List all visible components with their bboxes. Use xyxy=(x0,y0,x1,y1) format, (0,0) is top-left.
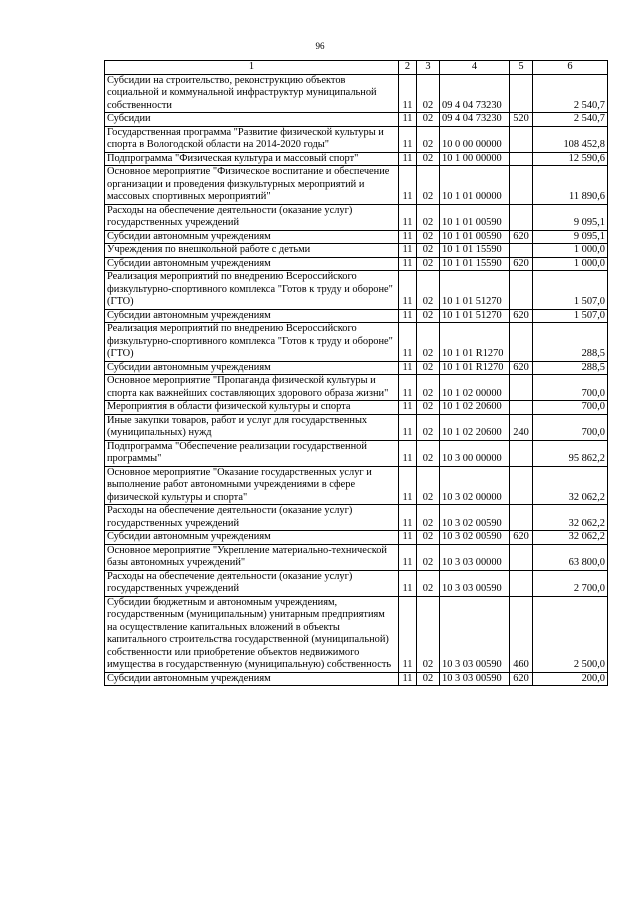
row-subsection-code: 02 xyxy=(417,375,440,401)
row-name: Основное мероприятие "Укрепление материально-технической базы автономных учреждений" xyxy=(105,544,399,570)
row-amount: 9 095,1 xyxy=(533,204,608,230)
row-section-code: 11 xyxy=(399,74,417,113)
row-subsection-code: 02 xyxy=(417,271,440,310)
row-expense-type-code xyxy=(510,244,533,258)
row-amount: 9 095,1 xyxy=(533,230,608,244)
table-row xyxy=(105,152,608,166)
row-subsection-code: 02 xyxy=(417,257,440,271)
row-name: Субсидии бюджетным и автономным учреждениям, государственным (муниципальным) унитарным предприятиям на осуществление капитальных вложений в объекты капитального строительства государственной (муниципальной) собственности или приобретение объектов недвижимого имущества в государственную (муниципальную) собственность xyxy=(105,596,399,672)
row-name: Учреждения по внешкольной работе с детьми xyxy=(105,244,399,258)
row-amount: 1 507,0 xyxy=(533,271,608,310)
row-section-code: 11 xyxy=(399,166,417,205)
row-amount: 288,5 xyxy=(533,323,608,362)
row-expense-type-code xyxy=(510,440,533,466)
row-expense-type-code: 620 xyxy=(510,309,533,323)
row-target-article-code: 10 3 00 00000 xyxy=(440,440,510,466)
row-name: Основное мероприятие "Физическое воспитание и обеспечение организации и проведения физкультурных мероприятий и массовых спортивных мероприятий" xyxy=(105,166,399,205)
row-amount: 32 062,2 xyxy=(533,505,608,531)
budget-table xyxy=(104,60,608,686)
row-amount: 200,0 xyxy=(533,672,608,686)
row-expense-type-code: 240 xyxy=(510,414,533,440)
row-name: Расходы на обеспечение деятельности (оказание услуг) государственных учреждений xyxy=(105,204,399,230)
row-target-article-code: 09 4 04 73230 xyxy=(440,113,510,127)
table-row xyxy=(105,672,608,686)
row-section-code: 11 xyxy=(399,440,417,466)
row-target-article-code: 10 3 03 00590 xyxy=(440,570,510,596)
table-row xyxy=(105,271,608,310)
row-subsection-code: 02 xyxy=(417,126,440,152)
row-target-article-code: 10 1 01 00590 xyxy=(440,230,510,244)
row-target-article-code: 10 1 01 51270 xyxy=(440,271,510,310)
row-target-article-code: 09 4 04 73230 xyxy=(440,74,510,113)
row-expense-type-code xyxy=(510,166,533,205)
table-row xyxy=(105,414,608,440)
row-expense-type-code: 620 xyxy=(510,230,533,244)
row-expense-type-code: 620 xyxy=(510,672,533,686)
row-subsection-code: 02 xyxy=(417,440,440,466)
row-section-code: 11 xyxy=(399,401,417,415)
table-row xyxy=(105,74,608,113)
row-subsection-code: 02 xyxy=(417,74,440,113)
row-amount: 288,5 xyxy=(533,361,608,375)
row-section-code: 11 xyxy=(399,505,417,531)
row-subsection-code: 02 xyxy=(417,505,440,531)
row-amount: 32 062,2 xyxy=(533,531,608,545)
row-target-article-code: 10 1 01 51270 xyxy=(440,309,510,323)
row-name: Субсидии на строительство, реконструкцию объектов социальной и коммунальной инфраструктур муниципальной собственности xyxy=(105,74,399,113)
row-amount: 1 000,0 xyxy=(533,257,608,271)
row-expense-type-code xyxy=(510,74,533,113)
row-subsection-code: 02 xyxy=(417,596,440,672)
row-amount: 12 590,6 xyxy=(533,152,608,166)
row-name: Субсидии автономным учреждениям xyxy=(105,672,399,686)
row-amount: 1 000,0 xyxy=(533,244,608,258)
row-subsection-code: 02 xyxy=(417,323,440,362)
row-name: Субсидии автономным учреждениям xyxy=(105,309,399,323)
row-section-code: 11 xyxy=(399,271,417,310)
row-target-article-code: 10 3 02 00000 xyxy=(440,466,510,505)
row-subsection-code: 02 xyxy=(417,166,440,205)
table-row xyxy=(105,204,608,230)
row-expense-type-code xyxy=(510,544,533,570)
row-expense-type-code xyxy=(510,152,533,166)
row-expense-type-code xyxy=(510,271,533,310)
row-name: Расходы на обеспечение деятельности (оказание услуг) государственных учреждений xyxy=(105,570,399,596)
row-name: Государственная программа "Развитие физической культуры и спорта в Вологодской области на 2014-2020 годы" xyxy=(105,126,399,152)
column-header-6: 6 xyxy=(533,61,608,75)
row-expense-type-code xyxy=(510,323,533,362)
row-section-code: 11 xyxy=(399,531,417,545)
row-amount: 63 800,0 xyxy=(533,544,608,570)
row-subsection-code: 02 xyxy=(417,414,440,440)
row-target-article-code: 10 1 00 00000 xyxy=(440,152,510,166)
row-expense-type-code: 620 xyxy=(510,361,533,375)
row-name: Подпрограмма "Обеспечение реализации государственной программы" xyxy=(105,440,399,466)
row-name: Мероприятия в области физической культуры и спорта xyxy=(105,401,399,415)
row-name: Подпрограмма "Физическая культура и массовый спорт" xyxy=(105,152,399,166)
row-section-code: 11 xyxy=(399,544,417,570)
row-amount: 11 890,6 xyxy=(533,166,608,205)
row-name: Субсидии xyxy=(105,113,399,127)
table-row xyxy=(105,361,608,375)
row-name: Реализация мероприятий по внедрению Всероссийского физкультурно-спортивного комплекса "Готов к труду и обороне" (ГТО) xyxy=(105,323,399,362)
row-amount: 1 507,0 xyxy=(533,309,608,323)
table-row xyxy=(105,440,608,466)
column-header-3: 3 xyxy=(417,61,440,75)
row-name: Расходы на обеспечение деятельности (оказание услуг) государственных учреждений xyxy=(105,505,399,531)
table-row xyxy=(105,570,608,596)
row-amount: 2 540,7 xyxy=(533,113,608,127)
row-target-article-code: 10 1 02 20600 xyxy=(440,401,510,415)
row-target-article-code: 10 3 03 00590 xyxy=(440,596,510,672)
table-row xyxy=(105,375,608,401)
row-expense-type-code xyxy=(510,570,533,596)
table-row xyxy=(105,113,608,127)
row-target-article-code: 10 3 03 00590 xyxy=(440,672,510,686)
row-expense-type-code xyxy=(510,466,533,505)
page-number: 96 xyxy=(315,41,325,51)
row-target-article-code: 10 0 00 00000 xyxy=(440,126,510,152)
row-amount: 108 452,8 xyxy=(533,126,608,152)
row-expense-type-code: 460 xyxy=(510,596,533,672)
row-section-code: 11 xyxy=(399,466,417,505)
row-name: Субсидии автономным учреждениям xyxy=(105,531,399,545)
row-amount: 32 062,2 xyxy=(533,466,608,505)
row-amount: 2 500,0 xyxy=(533,596,608,672)
row-subsection-code: 02 xyxy=(417,672,440,686)
row-subsection-code: 02 xyxy=(417,309,440,323)
row-name: Субсидии автономным учреждениям xyxy=(105,257,399,271)
table-row xyxy=(105,244,608,258)
row-expense-type-code xyxy=(510,204,533,230)
row-subsection-code: 02 xyxy=(417,531,440,545)
row-subsection-code: 02 xyxy=(417,204,440,230)
row-target-article-code: 10 1 01 R1270 xyxy=(440,361,510,375)
row-name: Субсидии автономным учреждениям xyxy=(105,230,399,244)
table-row xyxy=(105,531,608,545)
row-amount: 2 700,0 xyxy=(533,570,608,596)
row-subsection-code: 02 xyxy=(417,361,440,375)
row-amount: 700,0 xyxy=(533,414,608,440)
row-expense-type-code xyxy=(510,401,533,415)
row-section-code: 11 xyxy=(399,152,417,166)
row-name: Основное мероприятие "Оказание государственных услуг и выполнение работ автономными учреждениями в сфере физической культуры и спорта" xyxy=(105,466,399,505)
row-section-code: 11 xyxy=(399,361,417,375)
row-subsection-code: 02 xyxy=(417,466,440,505)
row-name: Основное мероприятие "Пропаганда физической культуры и спорта как важнейших составляющих здорового образа жизни" xyxy=(105,375,399,401)
row-target-article-code: 10 3 02 00590 xyxy=(440,531,510,545)
row-target-article-code: 10 1 01 00590 xyxy=(440,204,510,230)
row-name: Реализация мероприятий по внедрению Всероссийского физкультурно-спортивного комплекса "Готов к труду и обороне" (ГТО) xyxy=(105,271,399,310)
row-target-article-code: 10 1 02 00000 xyxy=(440,375,510,401)
row-section-code: 11 xyxy=(399,126,417,152)
row-expense-type-code xyxy=(510,126,533,152)
budget-table-body xyxy=(105,61,608,686)
row-subsection-code: 02 xyxy=(417,230,440,244)
row-section-code: 11 xyxy=(399,672,417,686)
row-amount: 2 540,7 xyxy=(533,74,608,113)
table-row xyxy=(105,323,608,362)
row-target-article-code: 10 3 03 00000 xyxy=(440,544,510,570)
row-expense-type-code: 520 xyxy=(510,113,533,127)
row-target-article-code: 10 1 01 00000 xyxy=(440,166,510,205)
table-row xyxy=(105,596,608,672)
row-expense-type-code xyxy=(510,505,533,531)
row-expense-type-code: 620 xyxy=(510,531,533,545)
row-section-code: 11 xyxy=(399,309,417,323)
row-subsection-code: 02 xyxy=(417,544,440,570)
row-section-code: 11 xyxy=(399,113,417,127)
row-amount: 95 862,2 xyxy=(533,440,608,466)
column-header-1: 1 xyxy=(105,61,399,75)
row-section-code: 11 xyxy=(399,596,417,672)
row-subsection-code: 02 xyxy=(417,401,440,415)
row-section-code: 11 xyxy=(399,230,417,244)
row-section-code: 11 xyxy=(399,244,417,258)
row-target-article-code: 10 1 01 15590 xyxy=(440,257,510,271)
row-section-code: 11 xyxy=(399,414,417,440)
row-target-article-code: 10 3 02 00590 xyxy=(440,505,510,531)
header-row xyxy=(105,61,608,75)
table-row xyxy=(105,505,608,531)
table-row xyxy=(105,401,608,415)
row-section-code: 11 xyxy=(399,323,417,362)
row-amount: 700,0 xyxy=(533,375,608,401)
row-amount: 700,0 xyxy=(533,401,608,415)
column-header-5: 5 xyxy=(510,61,533,75)
row-section-code: 11 xyxy=(399,570,417,596)
row-name: Иные закупки товаров, работ и услуг для государственных (муниципальных) нужд xyxy=(105,414,399,440)
table-row xyxy=(105,544,608,570)
row-section-code: 11 xyxy=(399,204,417,230)
table-row xyxy=(105,230,608,244)
row-name: Субсидии автономным учреждениям xyxy=(105,361,399,375)
table-row xyxy=(105,309,608,323)
row-expense-type-code: 620 xyxy=(510,257,533,271)
row-section-code: 11 xyxy=(399,257,417,271)
row-expense-type-code xyxy=(510,375,533,401)
table-row xyxy=(105,126,608,152)
row-subsection-code: 02 xyxy=(417,113,440,127)
row-target-article-code: 10 1 01 15590 xyxy=(440,244,510,258)
row-section-code: 11 xyxy=(399,375,417,401)
row-subsection-code: 02 xyxy=(417,244,440,258)
row-target-article-code: 10 1 01 R1270 xyxy=(440,323,510,362)
table-row xyxy=(105,166,608,205)
column-header-4: 4 xyxy=(440,61,510,75)
table-row xyxy=(105,257,608,271)
row-subsection-code: 02 xyxy=(417,152,440,166)
table-row xyxy=(105,466,608,505)
row-subsection-code: 02 xyxy=(417,570,440,596)
column-header-2: 2 xyxy=(399,61,417,75)
row-target-article-code: 10 1 02 20600 xyxy=(440,414,510,440)
